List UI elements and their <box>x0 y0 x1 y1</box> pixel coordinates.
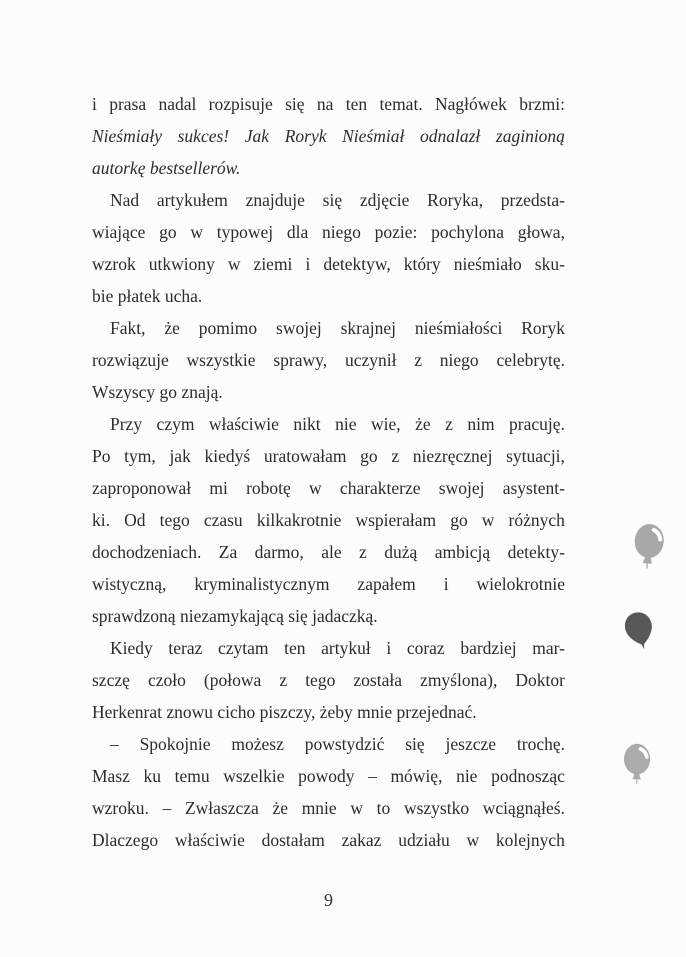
text-line: wistyczną, kryminalistycznym zapałem i wielokrotnie <box>92 574 565 594</box>
text-line: Herkenrat znowu cicho piszczy, żeby mnie przejednać. <box>92 702 477 722</box>
text-line: Nad artykułem znajduje się zdjęcie Roryka, przedsta- <box>110 190 565 210</box>
text-line: Masz ku temu wszelkie powody – mówię, nie podnosząc <box>92 766 565 786</box>
text-line: autorkę bestsellerów. <box>92 158 241 178</box>
text-line: Fakt, że pomimo swojej skrajnej nieśmiałości Roryk <box>110 318 565 338</box>
text-line: bie płatek ucha. <box>92 286 203 306</box>
text-line: Wszyscy go znają. <box>92 382 223 402</box>
text-line: i prasa nadal rozpisuje się na ten temat. Nagłówek brzmi: <box>92 94 565 114</box>
text-line: Dlaczego właściwie dostałam zakaz udziału w kolejnych <box>92 830 565 850</box>
text-line: dochodzeniach. Za darmo, ale z dużą ambicją detekty- <box>92 542 565 562</box>
text-line: – Spokojnie możesz powstydzić się jeszcze trochę. <box>110 734 565 754</box>
text-line: Kiedy teraz czytam ten artykuł i coraz bardziej mar- <box>110 638 565 658</box>
balloon-dark-middle-icon <box>621 610 658 657</box>
text-line: ki. Od tego czasu kilkakrotnie wspierałam go w różnych <box>92 510 565 530</box>
text-line: sprawdzoną niezamykającą się jadaczką. <box>92 606 378 626</box>
text-line: szczę czoło (połowa z tego została zmyślona), Doktor <box>92 670 565 690</box>
balloon-light-top-icon <box>629 522 669 572</box>
balloon-light-bottom-icon <box>619 742 655 787</box>
text-line: wiające go w typowej dla niego pozie: pochylona głowa, <box>92 222 565 242</box>
text-line: Nieśmiały sukces! Jak Roryk Nieśmiał odnalazł zaginioną <box>92 126 565 146</box>
text-line: Przy czym właściwie nikt nie wie, że z nim pracuję. <box>110 414 565 434</box>
page-number: 9 <box>324 890 333 910</box>
text-line: wzroku. – Zwłaszcza że mnie w to wszystko wciągnąłeś. <box>92 798 565 818</box>
text-line: Po tym, jak kiedyś uratowałam go z niezręcznej sytuacji, <box>92 446 565 466</box>
text-line: rozwiązuje wszystkie sprawy, uczynił z niego celebrytę. <box>92 350 565 370</box>
text-line: wzrok utkwiony w ziemi i detektyw, który nieśmiało sku- <box>92 254 565 274</box>
text-line: zaproponował mi robotę w charakterze swojej asystent- <box>92 478 565 498</box>
page-text-block <box>92 88 565 856</box>
